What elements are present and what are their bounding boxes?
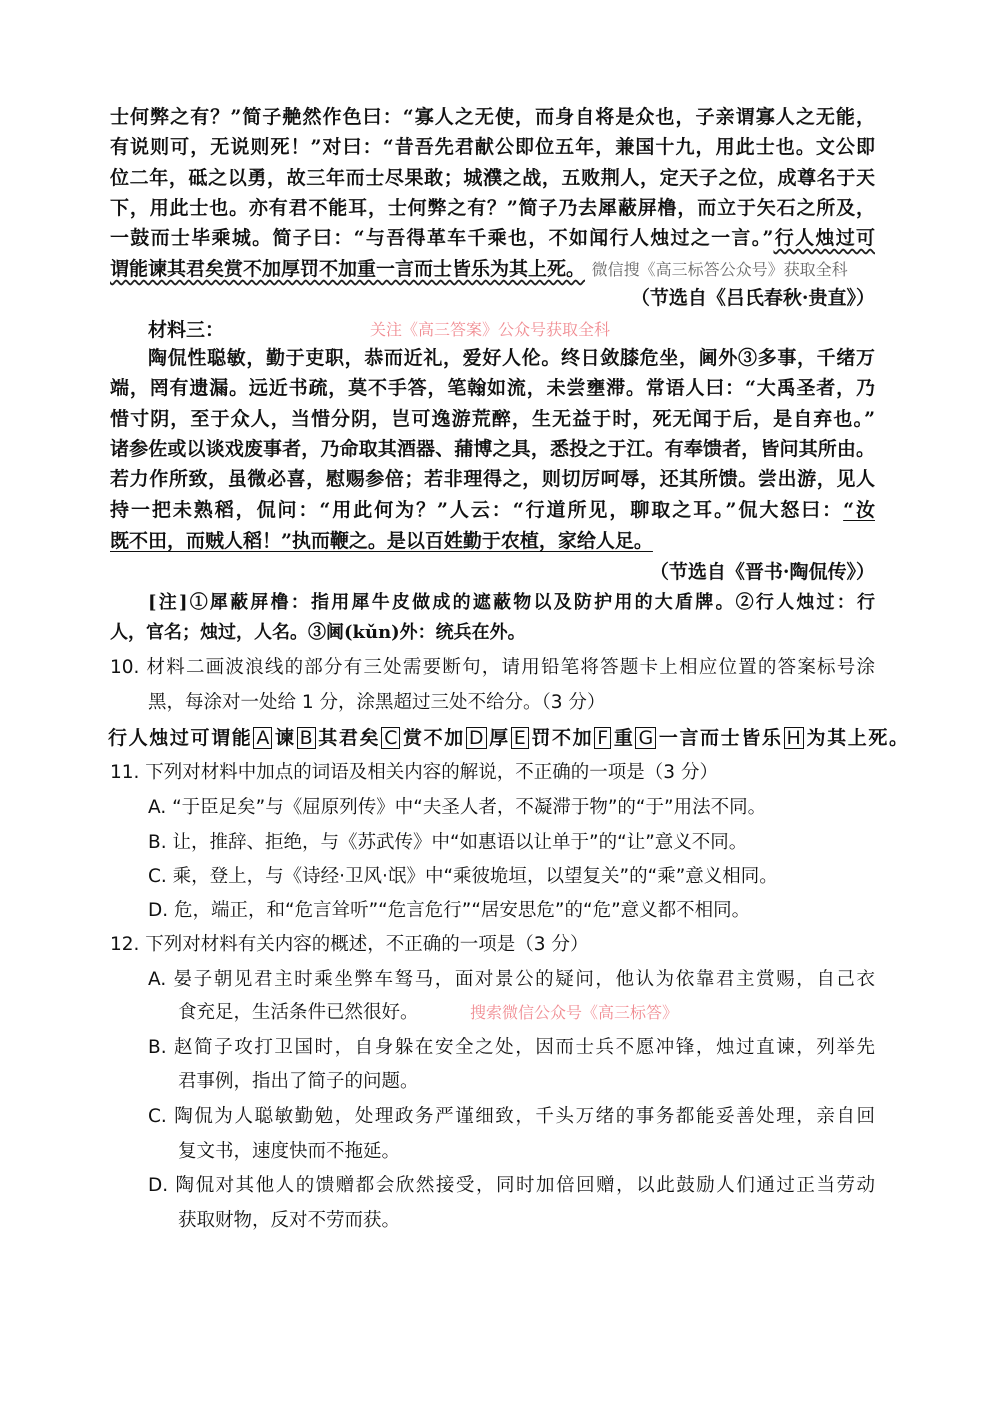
underlined-text: 既不田，而贼人稻！”执而鞭之。是以百姓勤于农植，家给人足。: [110, 530, 653, 552]
text-line: 若力作所致，虽微必喜，慰赐参倍；若非理得之，则切厉呵辱，还其所馈。尝出游，见人: [110, 468, 875, 490]
option-a: A. 晏子朝见君主时乘坐弊车驽马，面对景公的疑问，他认为依靠君主赏赐，自己衣: [148, 969, 875, 990]
source-citation: （节选自《吕氏春秋·贵直》）: [630, 287, 875, 309]
note-line: 人，官名；烛过，人名。③阃(kǔn)外：统兵在外。: [110, 622, 526, 643]
text-line: [110, 226, 875, 250]
text-segment: 持一把未熟稻，侃问：“用此何为？”人云：“行道所见，聊取之耳。”侃大怒曰：: [110, 499, 844, 521]
question-10-stem: 10. 材料二画波浪线的部分有三处需要断句，请用铅笔将答题卡上相应位置的答案标号涂: [110, 657, 875, 678]
option-c: C. 陶侃为人聪敏勤勉，处理政务严谨细致，千头万绪的事务都能妥善处理，亲自回: [148, 1106, 875, 1127]
text-segment: 重: [612, 727, 635, 749]
text-line: 士何弊之有？”简子艴然作色曰：“寡人之无使，而身自将是众也，子亲谓寡人之无能，: [110, 106, 875, 128]
underlined-text: “汝: [843, 499, 875, 521]
question-12-stem: 12. 下列对材料有关内容的概述，不正确的一项是（3 分）: [110, 934, 589, 955]
question-10-stem: 黑，每涂对一处给 1 分，涂黑超过三处不给分。（3 分）: [148, 692, 606, 713]
text-segment: 一言而士皆乐: [657, 727, 783, 749]
question-11-stem: 11. 下列对材料中加点的词语及相关内容的解说，不正确的一项是（3 分）: [110, 762, 718, 783]
text-segment: 一鼓而士毕乘城。简子曰：“与吾得革车千乘也，不如闻行人烛过之一言。”: [110, 227, 774, 249]
answer-box-d[interactable]: D: [466, 727, 487, 749]
text-line: 陶侃性聪敏，勤于吏职，恭而近礼，爱好人伦。终日敛膝危坐，阃外③多事，千绪万: [148, 347, 875, 369]
option-a-cont: 食充足，生活条件已然很好。: [178, 1002, 419, 1023]
option-d: D. 陶侃对其他人的馈赠都会欣然接受，同时加倍回赠，以此鼓励人们通过正当劳动: [148, 1175, 875, 1196]
text-line: [110, 529, 875, 553]
text-line: 端，罔有遗漏。远近书疏，莫不手答，笔翰如流，未尝壅滞。常语人曰：“大禹圣者，乃: [110, 377, 875, 399]
source-citation: （节选自《晋书·陶侃传》）: [649, 561, 875, 583]
answer-box-a[interactable]: A: [253, 727, 272, 749]
text-line: 下，用此士也。亦有君不能耳，士何弊之有？”简子乃去犀蔽屏橹，而立于矢石之所及，: [110, 197, 875, 219]
answer-marking-line: [108, 726, 908, 750]
option-c-cont: 复文书，速度快而不拖延。: [178, 1141, 401, 1162]
text-line: 诸参佐或以谈戏废事者，乃命取其酒器、蒱博之具，悉投之于江。有奉馈者，皆问其所由。: [110, 438, 875, 460]
answer-box-b[interactable]: B: [297, 727, 316, 749]
option-a: A. “于臣足矣”与《屈原列传》中“夫圣人者，不凝滞于物”的“于”用法不同。: [148, 797, 767, 818]
text-line: [110, 257, 875, 282]
answer-box-f[interactable]: F: [594, 727, 611, 749]
text-line: [110, 498, 875, 522]
wavy-underlined-text: 行人烛过可: [773, 227, 875, 249]
text-segment: 其君矣: [316, 727, 381, 749]
text-segment: 谏: [273, 727, 296, 749]
watermark-text: 关注《高三答案》公众号获取全科: [370, 320, 611, 339]
option-b-cont: 君事例，指出了简子的问题。: [178, 1071, 419, 1092]
option-d: D. 危，端正，和“危言耸听”“危言危行”“居安思危”的“危”意义都不相同。: [148, 900, 751, 921]
option-b: B. 赵简子攻打卫国时，自身躲在安全之处，因而士兵不愿冲锋，烛过直谏，列举先: [148, 1037, 875, 1058]
note-line: [注]①犀蔽屏橹：指用犀牛皮做成的遮蔽物以及防护用的大盾牌。②行人烛过：行: [148, 592, 875, 613]
text-segment: 行人烛过可谓能: [108, 727, 253, 749]
text-line: 惜寸阴，至于众人，当惜分阴，岂可逸游荒醉，生无益于时，死无闻于后，是自弃也。”: [110, 408, 875, 430]
option-c: C. 乘，登上，与《诗经·卫风·氓》中“乘彼垝垣，以望复关”的“乘”意义相同。: [148, 866, 778, 887]
text-line: 位二年，砥之以勇，故三年而士尽果敢；城濮之战，五败荆人，定天子之位，成尊名于天: [110, 167, 875, 189]
answer-box-h[interactable]: H: [784, 727, 804, 749]
text-line: 有说则可，无说则死！”对曰：“昔吾先君献公即位五年，兼国十九，用此士也。文公即: [110, 136, 875, 158]
watermark-text: 搜索微信公众号《高三标答》: [470, 1003, 679, 1022]
section-title: 材料三：: [148, 319, 225, 341]
text-segment: 罚不加: [529, 727, 594, 749]
answer-box-e[interactable]: E: [511, 727, 529, 749]
text-segment: 赏不加: [401, 727, 465, 749]
option-b: B. 让，推辞、拒绝，与《苏武传》中“如惠语以让单于”的“让”意义不同。: [148, 832, 748, 853]
answer-box-g[interactable]: G: [635, 727, 656, 749]
option-d-cont: 获取财物，反对不劳而获。: [178, 1210, 401, 1231]
wavy-underlined-text: 谓能谏其君矣赏不加厚罚不加重一言而士皆乐为其上死。: [110, 258, 586, 280]
text-segment: 为其上死。: [804, 727, 908, 749]
watermark-text: 微信搜《高三标答公众号》获取全科: [591, 260, 848, 279]
text-segment: 厚: [487, 727, 510, 749]
answer-box-c[interactable]: C: [381, 727, 400, 749]
